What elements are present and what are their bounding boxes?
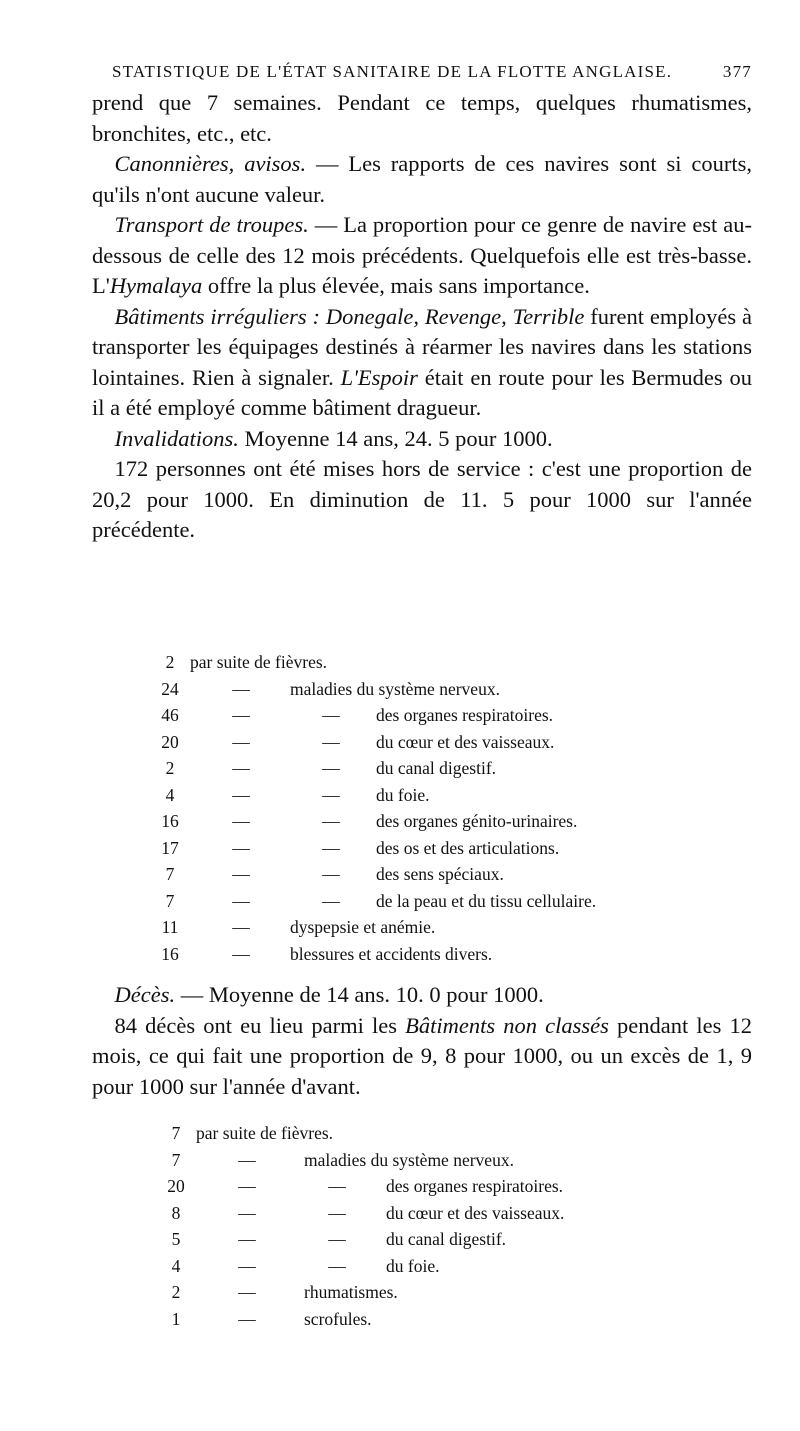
paragraph-text: était en route pour les Bermudes ou il a été employé comme bâtiment dragueur. xyxy=(92,364,752,420)
row-count: 20 xyxy=(161,731,179,752)
ditto-dash: — xyxy=(232,943,250,964)
table-row xyxy=(154,888,714,915)
row-count: 17 xyxy=(161,837,179,858)
paragraph-text: furent employés à transporter les équipages destinés à réarmer les navires dans les stations lointaines. Rien à signaler. xyxy=(92,303,752,390)
table-row xyxy=(160,1306,680,1333)
row-label: dyspepsie et anémie. xyxy=(290,917,436,937)
section-label-invalidations: Invalidations. xyxy=(114,425,239,451)
table-row xyxy=(154,702,714,729)
row-count: 2 xyxy=(165,652,175,672)
ditto-dash: — xyxy=(232,890,250,911)
ditto-dash: — xyxy=(328,1255,346,1276)
paragraph-text: prend que 7 semaines. Pendant ce temps, quelques rhumatismes, bronchites, etc., etc. xyxy=(92,90,752,146)
row-label: des organes respiratoires. xyxy=(386,1176,564,1196)
section-label-non-classes: Bâtiments non classés xyxy=(405,1012,609,1038)
ditto-dash: — xyxy=(322,758,340,778)
row-label: maladies du système nerveux. xyxy=(304,1149,514,1170)
table-row xyxy=(160,1200,680,1227)
row-label: par suite de fièvres. xyxy=(190,652,328,672)
ditto-dash: — xyxy=(232,917,250,937)
ditto-dash: — xyxy=(322,784,340,805)
paragraph-deces xyxy=(92,980,752,1011)
row-label: du cœur et des vaisseaux. xyxy=(376,731,555,752)
row-label: blessures et accidents divers. xyxy=(290,943,493,964)
running-title: STATISTIQUE DE L'ÉTAT SANITAIRE DE LA FLOTTE ANGLAISE. xyxy=(112,62,673,81)
body-text xyxy=(92,88,752,546)
paragraph-text: Moyenne 14 ans, 24. 5 pour 1000. xyxy=(238,425,553,451)
row-label: du canal digestif. xyxy=(386,1229,507,1249)
row-count: 24 xyxy=(161,678,179,699)
ship-name-hymalaya: Hymalaya xyxy=(109,273,203,298)
row-count: 11 xyxy=(161,917,179,937)
ditto-dash: — xyxy=(328,1202,346,1223)
ditto-dash: — xyxy=(238,1149,256,1170)
paragraph-text: pendant les 12 mois, ce qui fait une proportion de 9, 8 pour 1000, ou un excès de 1, 9 pour 1000 sur l'année d'avant. xyxy=(92,1012,753,1099)
table-row xyxy=(154,649,714,676)
table-row xyxy=(160,1147,680,1174)
ditto-dash: — xyxy=(232,784,250,805)
ditto-dash: — xyxy=(322,837,340,858)
invalidations-table xyxy=(154,649,714,967)
row-label: des organes génito-urinaires. xyxy=(376,811,578,831)
section-label-transport: Transport de troupes. xyxy=(114,212,309,237)
table-row xyxy=(160,1173,680,1200)
paragraph-batiments-irreguliers xyxy=(92,302,752,424)
deaths-table xyxy=(160,1120,680,1332)
table-row xyxy=(154,835,714,862)
row-count: 4 xyxy=(171,1255,181,1276)
ditto-dash: — xyxy=(232,678,250,699)
row-label: de la peau et du tissu cellulaire. xyxy=(376,890,597,911)
paragraph-text: 172 personnes ont été mises hors de service : c'est une proportion de 20,2 pour 1000. En diminution de 11. 5 pour 1000 sur l'année précédente. xyxy=(92,456,752,542)
ditto-dash: — xyxy=(328,1176,346,1196)
page-number: 377 xyxy=(722,62,752,81)
row-count: 7 xyxy=(165,890,175,911)
ditto-dash: — xyxy=(232,731,250,752)
running-head xyxy=(112,62,752,86)
table-row xyxy=(160,1226,680,1253)
table-row xyxy=(154,676,714,703)
table-row xyxy=(154,941,714,968)
row-label: par suite de fièvres. xyxy=(196,1123,334,1143)
ditto-dash: — xyxy=(322,811,340,831)
ditto-dash: — xyxy=(238,1255,256,1276)
row-count: 16 xyxy=(161,811,179,831)
table-row xyxy=(160,1253,680,1280)
ship-name-espoir: L'Espoir xyxy=(340,364,418,390)
ditto-dash: — xyxy=(322,731,340,752)
ditto-dash: — xyxy=(328,1229,346,1249)
row-count: 8 xyxy=(171,1202,181,1223)
row-count: 2 xyxy=(165,758,175,778)
paragraph-canonnieres xyxy=(92,149,752,210)
row-count: 7 xyxy=(171,1123,181,1143)
paragraph-text: offre la plus élevée, mais sans importance. xyxy=(202,273,590,298)
row-label: scrofules. xyxy=(304,1308,372,1329)
row-count: 7 xyxy=(165,864,175,884)
paragraph-text: — La proportion pour ce genre de navire est au-dessous de celle des 12 mois précédents. Quelquefois elle est très-basse. L' xyxy=(92,212,753,298)
table-row xyxy=(160,1279,680,1306)
table-row xyxy=(154,914,714,941)
ditto-dash: — xyxy=(322,705,340,725)
table-row xyxy=(154,808,714,835)
paragraph-invalidations xyxy=(92,424,752,455)
row-label: du foie. xyxy=(376,784,430,805)
paragraph-text: 84 décès ont eu lieu parmi les xyxy=(114,1012,406,1038)
table-row xyxy=(154,755,714,782)
ditto-dash: — xyxy=(238,1202,256,1223)
table-row xyxy=(154,729,714,756)
row-label: rhumatismes. xyxy=(304,1282,398,1302)
row-count: 4 xyxy=(165,784,175,805)
row-count: 7 xyxy=(171,1149,181,1170)
row-count: 20 xyxy=(167,1176,185,1196)
ditto-dash: — xyxy=(238,1308,256,1329)
row-count: 2 xyxy=(171,1282,181,1302)
table-row xyxy=(160,1120,680,1147)
ditto-dash: — xyxy=(322,890,340,911)
row-count: 1 xyxy=(171,1308,181,1329)
body-text-deces xyxy=(92,980,752,1102)
ditto-dash: — xyxy=(232,705,250,725)
paragraph-continuation xyxy=(92,88,752,149)
ditto-dash: — xyxy=(238,1229,256,1249)
row-label: des sens spéciaux. xyxy=(376,864,504,884)
paragraph-transport xyxy=(92,210,752,302)
section-label-deces: Décès. xyxy=(114,982,176,1007)
ditto-dash: — xyxy=(232,758,250,778)
table-row xyxy=(154,861,714,888)
paragraph-text: — Moyenne de 14 ans. 10. 0 pour 1000. xyxy=(175,982,544,1007)
ditto-dash: — xyxy=(232,864,250,884)
row-label: maladies du système nerveux. xyxy=(290,678,500,699)
ditto-dash: — xyxy=(322,864,340,884)
row-count: 16 xyxy=(161,943,179,964)
table-row xyxy=(154,782,714,809)
ditto-dash: — xyxy=(238,1282,256,1302)
ditto-dash: — xyxy=(238,1176,256,1196)
row-label: des os et des articulations. xyxy=(376,837,560,858)
section-label-canonnieres: Canonnières, avisos. xyxy=(114,151,307,176)
row-label: des organes respiratoires. xyxy=(376,705,554,725)
ditto-dash: — xyxy=(232,837,250,858)
row-count: 5 xyxy=(171,1229,181,1249)
row-label: du canal digestif. xyxy=(376,758,497,778)
paragraph-text: — Les rapports de ces navires sont si courts, qu'ils n'ont aucune valeur. xyxy=(92,151,753,207)
paragraph-invalidations-summary xyxy=(92,454,752,546)
row-label: du foie. xyxy=(386,1255,440,1276)
section-label-batiments-irreguliers: Bâtiments irréguliers : Donegale, Revenge, Terrible xyxy=(114,303,585,329)
paragraph-deces-summary xyxy=(92,1011,752,1103)
ditto-dash: — xyxy=(232,811,250,831)
row-count: 46 xyxy=(161,705,179,725)
row-label: du cœur et des vaisseaux. xyxy=(386,1202,565,1223)
